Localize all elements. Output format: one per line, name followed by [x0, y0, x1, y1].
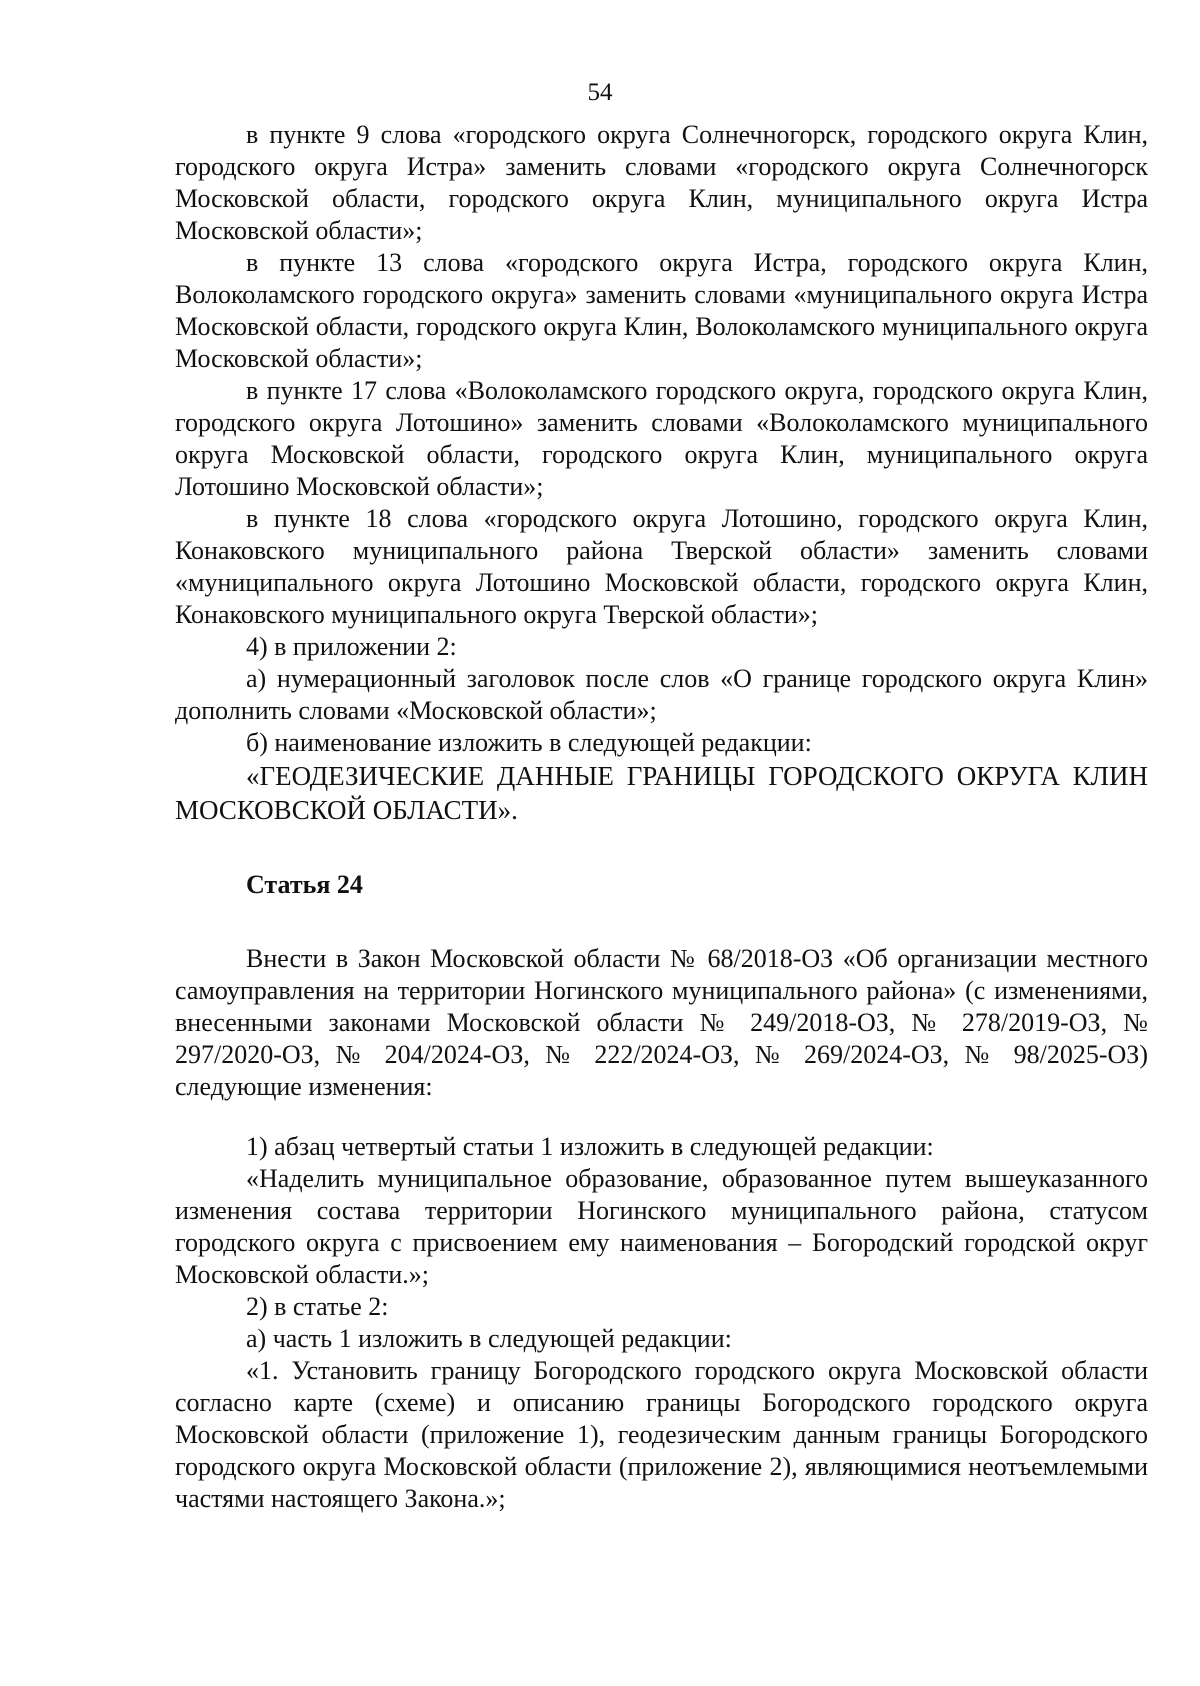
paragraph-item-13: в пункте 13 слова «городского округа Истра, городского округа Клин, Волоколамского городского округа» заменить словами «муниципального округа Истра Московской области, городского округа Клин, Волоколамского муниципального округа Московской области»; [175, 248, 1148, 373]
paragraph-new-heading-quote: «ГЕОДЕЗИЧЕСКИЕ ДАННЫЕ ГРАНИЦЫ ГОРОДСКОГО ОКРУГА КЛИН МОСКОВСКОЙ ОБЛАСТИ». [175, 761, 1148, 825]
paragraph-item-9: в пункте 9 слова «городского округа Солнечногорск, городского округа Клин, городского округа Истра» заменить словами «городского округа Солнечногорск Московской области, городского округа Клин, муниципального округа Истра Московской области»; [175, 120, 1148, 245]
article-item-1: 1) абзац четвертый статьи 1 изложить в следующей редакции: [246, 1132, 934, 1161]
paragraph-appendix-2: 4) в приложении 2: [246, 632, 457, 661]
paragraph-item-17: в пункте 17 слова «Волоколамского городского округа, городского округа Клин, городского округа Лотошино» заменить словами «Волоколамского муниципального округа Московской области, городского округа Клин, муниципального округа Лотошино Московской области»; [175, 376, 1148, 501]
paragraph-numbering-heading: а) нумерационный заголовок после слов «О границе городского округа Клин» дополнить словами «Московской области»; [175, 664, 1148, 725]
article-title: Статья 24 [246, 870, 363, 899]
article-intro: Внести в Закон Московской области № 68/2018-ОЗ «Об организации местного самоуправления на территории Ногинского муниципального района» (с изменениями, внесенными законами Московской области № 249/2018-ОЗ, № 278/2019-ОЗ, № 297/2020-ОЗ, № 204/2024-ОЗ, № 222/2024-ОЗ, № 269/2024-ОЗ, № 98/2025-ОЗ) следующие изменения: [175, 944, 1148, 1101]
paragraph-item-18: в пункте 18 слова «городского округа Лотошино, городского округа Клин, Конаковского муниципального района Тверской области» заменить словами «муниципального округа Лотошино Московской области, городского округа Клин, Конаковского муниципального округа Тверской области»; [175, 504, 1148, 629]
spacer [175, 1103, 1148, 1131]
article-item-1-quote: «Наделить муниципальное образование, образованное путем вышеуказанного изменения состава территории Ногинского муниципального района, статусом городского округа с присвоением ему наименования – Богородский городской округ Московской области.»; [175, 1164, 1148, 1289]
article-item-2a-quote: «1. Установить границу Богородского городского округа Московской области согласно карте (схеме) и описанию границы Богородского городского округа Московской области (приложение 1), геодезическим данным границы Богородского городского округа Московской области (приложение 2), являющимися неотъемлемыми частями настоящего Закона.»; [175, 1356, 1148, 1513]
article-item-2a: а) часть 1 изложить в следующей редакции: [246, 1324, 732, 1353]
page-number: 54 [587, 79, 613, 106]
paragraph-name-change: б) наименование изложить в следующей редакции: [246, 728, 812, 757]
spacer [175, 901, 1148, 943]
article-item-2: 2) в статье 2: [246, 1292, 389, 1321]
document-body [175, 119, 1148, 1515]
